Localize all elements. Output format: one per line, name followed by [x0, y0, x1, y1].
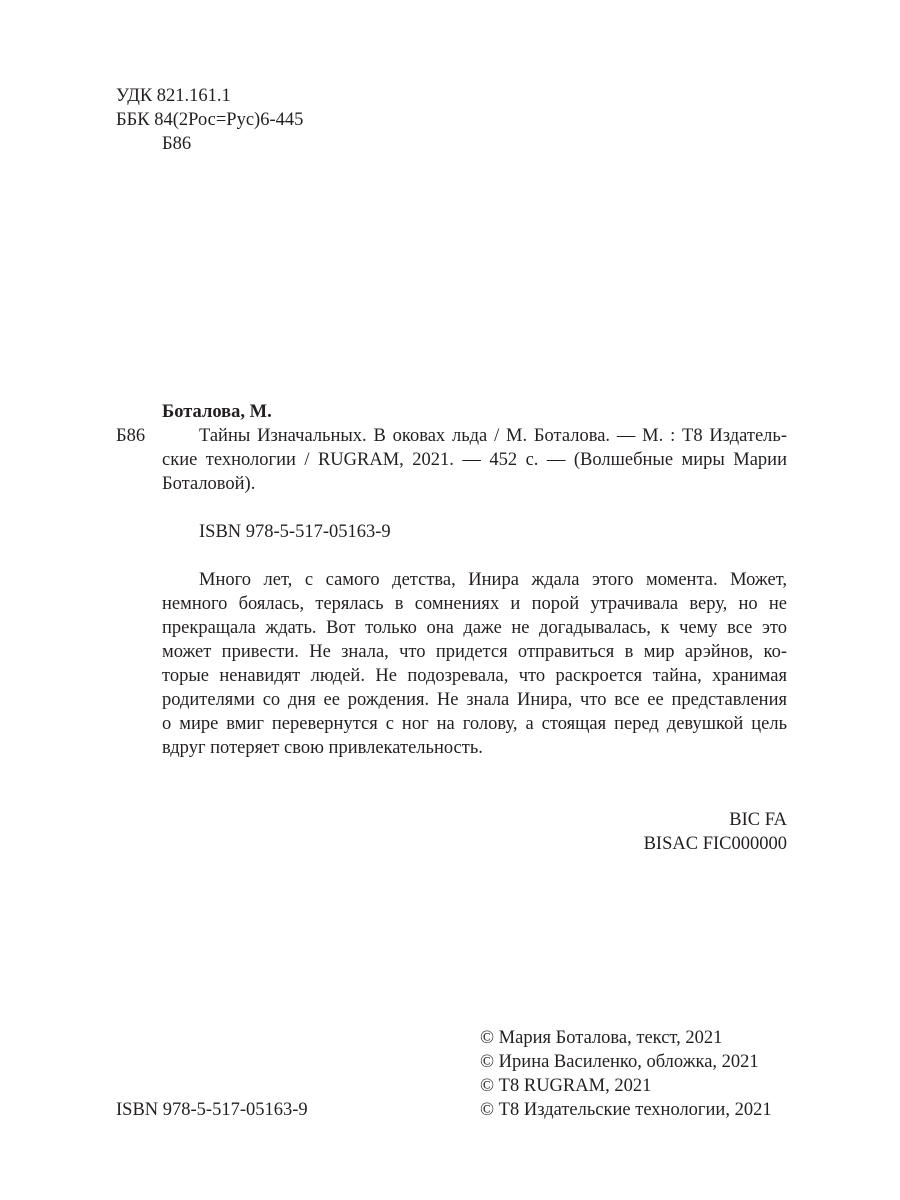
- bic-code: BIC FA: [729, 810, 787, 830]
- copyright-line: © Мария Боталова, текст, 2021: [480, 1028, 723, 1048]
- footer-isbn: ISBN 978-5-517-05163-9: [116, 1100, 308, 1120]
- annotation-line: немного боялась, терялась в сомнениях и порой утрачивала веру, но не: [162, 594, 787, 614]
- bisac-code: BISAC FIC000000: [643, 834, 787, 854]
- copyright-line: © Т8 Издательские технологии, 2021: [480, 1100, 772, 1120]
- udk-code: УДК 821.161.1: [116, 86, 231, 106]
- annotation-line: может привести. Не знала, что придется отправиться в мир арэйнов, ко-: [162, 642, 787, 662]
- copyright-line: © Т8 RUGRAM, 2021: [480, 1076, 652, 1096]
- author-mark: Б86: [162, 134, 192, 154]
- copyright-line: © Ирина Василенко, обложка, 2021: [480, 1052, 759, 1072]
- bbk-code: ББК 84(2Рос=Рус)6-445: [116, 110, 304, 130]
- catalog-side-mark: Б86: [116, 426, 146, 446]
- catalog-author: Боталова, М.: [162, 402, 272, 422]
- annotation-line: прекращала ждать. Вот только она даже не догадывалась, к чему все это: [162, 618, 787, 638]
- annotation-line: Много лет, с самого детства, Инира ждала этого момента. Может,: [199, 570, 787, 590]
- annotation-line: торые ненавидят людей. Не подозревала, что раскроется тайна, хранимая: [162, 666, 787, 686]
- annotation-line: родителями со дня ее рождения. Не знала Инира, что все ее представления: [162, 690, 787, 710]
- annotation-line: вдруг потеряет свою привлекательность.: [162, 738, 483, 758]
- catalog-isbn: ISBN 978-5-517-05163-9: [199, 522, 391, 542]
- catalog-description-line: ские технологии / RUGRAM, 2021. — 452 с. — (Волшебные миры Марии: [162, 450, 787, 470]
- catalog-description-line: Тайны Изначальных. В оковах льда / М. Боталова. — М. : Т8 Издатель-: [199, 426, 787, 446]
- catalog-description-line: Боталовой).: [162, 474, 256, 494]
- annotation-line: о мире вмиг перевернутся с ног на голову, а стоящая перед девушкой цель: [162, 714, 787, 734]
